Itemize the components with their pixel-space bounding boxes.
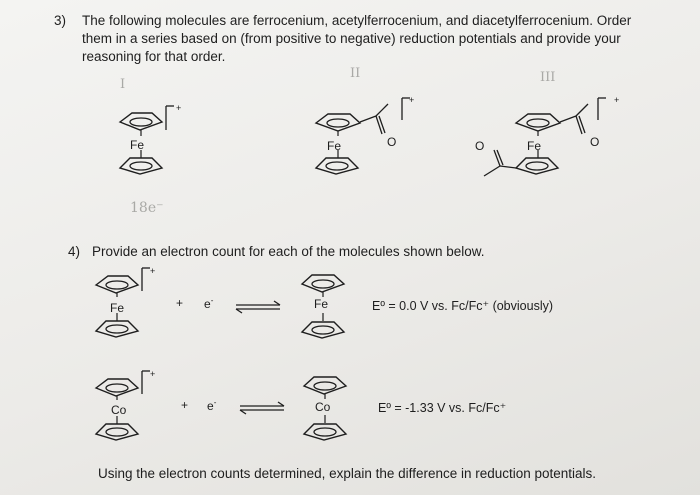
reaction-1-potential: Eº = 0.0 V vs. Fc/Fc⁺ (obviously) (372, 299, 554, 313)
diacetylferrocenium-iron-label: Fe (527, 139, 542, 153)
cobaltocenium-reactant-structure (92, 366, 167, 446)
reaction-2-reactant-charge: + (150, 369, 156, 379)
reaction-1-plus: + (176, 296, 184, 310)
acetylferrocenium-charge: + (409, 95, 415, 105)
reaction-2-electron-charge: - (213, 398, 217, 407)
handwritten-electron-note: 18e⁻ (130, 200, 164, 216)
diacetyl-oxygen-right-label: O (590, 135, 600, 149)
reaction-2-reactant-metal: Co (111, 403, 127, 417)
diacetylferrocenium-charge: + (614, 95, 620, 105)
handwritten-label-2: II (350, 66, 361, 81)
handwritten-label-3: III (540, 70, 556, 85)
reaction-1-equilibrium-arrow (234, 300, 282, 314)
reaction-2-plus: + (181, 398, 189, 412)
reaction-1-reactant-charge: + (150, 266, 156, 276)
question-4-number: 4) (68, 244, 81, 259)
reaction-1-electron-charge: - (210, 296, 214, 305)
ferrocenium-charge: + (176, 103, 182, 113)
question-3-text: The following molecules are ferrocenium, acetylferrocenium, and diacetylferrocenium. Order them in a series based on (from positive to negative) reduction potentials and provide your reasoning for that order. (82, 13, 632, 64)
question-3-number: 3) (54, 13, 67, 28)
reaction-1-product-metal: Fe (314, 297, 329, 311)
reaction-2-electron-symbol: e (207, 399, 214, 413)
ferrocenium-iron-label: Fe (130, 138, 145, 152)
diacetyl-oxygen-left-label: O (475, 139, 485, 153)
reaction-1-electron-symbol: e (204, 297, 211, 311)
ferrocenium-reactant-structure (92, 263, 167, 343)
handwritten-label-1: I (120, 77, 126, 92)
acetyl-oxygen-label: O (387, 135, 397, 149)
reaction-1-reactant-metal: Fe (110, 301, 125, 315)
reaction-2-potential: Eº = -1.33 V vs. Fc/Fc⁺ (378, 401, 507, 415)
cobaltocenium-reactant-drawing (92, 366, 167, 446)
acetylferrocenium-iron-label: Fe (327, 139, 342, 153)
ferrocenium-reactant-drawing (92, 263, 167, 343)
reaction-2-electron (207, 398, 216, 413)
reaction-2-product-metal: Co (315, 400, 331, 414)
footer-question: Using the electron counts determined, explain the difference in reduction potentials. (98, 466, 597, 481)
reaction-1-electron (204, 296, 213, 311)
reaction-2-equilibrium-arrow (238, 401, 286, 415)
question-4-text: Provide an electron count for each of the molecules shown below. (92, 244, 485, 259)
